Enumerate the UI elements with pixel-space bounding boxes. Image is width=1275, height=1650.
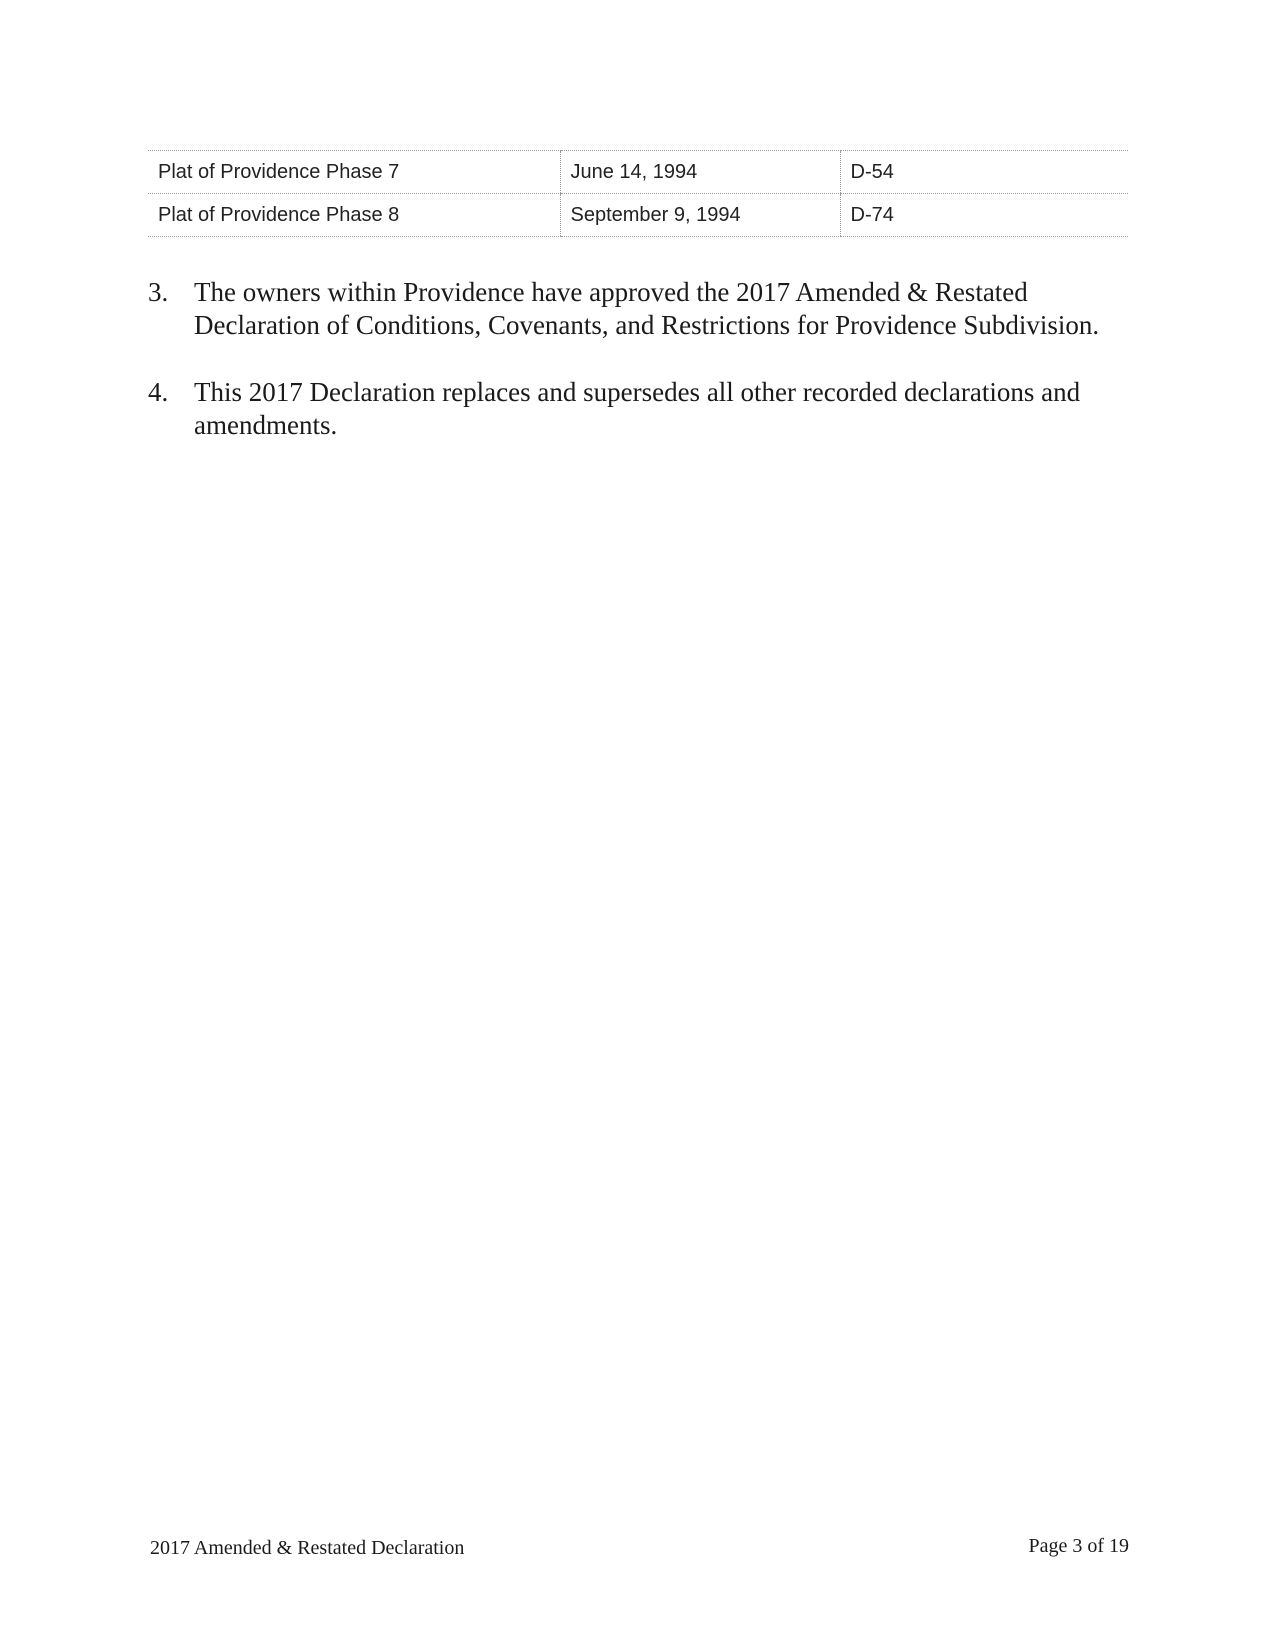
plat-recording-table (148, 150, 1128, 237)
table-row (148, 194, 1128, 237)
recording-date-cell: June 14, 1994 (560, 151, 840, 194)
list-item (148, 276, 1108, 342)
footer-page-number: Page 3 of 19 (1028, 1535, 1129, 1557)
book-page-cell: D-74 (840, 194, 1128, 237)
recording-date-cell: September 9, 1994 (560, 194, 840, 237)
item-text: The owners within Providence have approved the 2017 Amended & Restated Declaration of Conditions, Covenants, and Restrictions for Providence Subdivision. (194, 277, 1100, 340)
item-number: 4. (148, 377, 169, 407)
table-row (148, 151, 1128, 194)
plat-name-cell: Plat of Providence Phase 8 (148, 194, 560, 237)
book-page-cell: D-54 (840, 151, 1128, 194)
item-number: 3. (148, 277, 169, 307)
plat-name-cell: Plat of Providence Phase 7 (148, 151, 560, 194)
footer-document-title: 2017 Amended & Restated Declaration (150, 1537, 465, 1559)
item-text: This 2017 Declaration replaces and supersedes all other recorded declarations and amendments. (194, 377, 1081, 440)
list-item (148, 376, 1108, 442)
numbered-recitals (148, 276, 1108, 476)
